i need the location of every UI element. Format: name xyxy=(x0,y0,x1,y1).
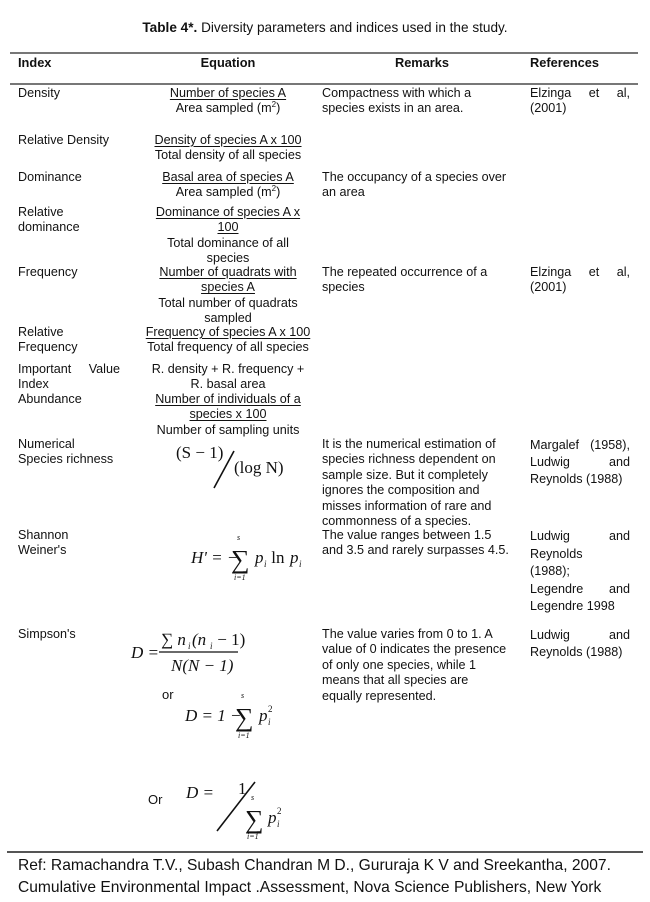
simpson-equations xyxy=(128,620,328,845)
equation-denominator: (log N) xyxy=(234,458,284,477)
subscript-i: i xyxy=(299,559,302,569)
remarks-line: and 3.5 and rarely surpasses 4.5. xyxy=(322,543,509,558)
reference-line: Ludwig and xyxy=(530,455,630,469)
footer-line: Cumulative Environmental Impact .Assessment, Nova Science Publishers, New York xyxy=(18,879,602,896)
references-cell xyxy=(530,627,630,661)
table-caption xyxy=(0,20,650,35)
equation-cell xyxy=(134,170,322,201)
reference-line: Reynolds xyxy=(530,546,583,561)
equation-lhs: D = xyxy=(131,643,159,662)
remarks-line: means that all species are xyxy=(322,673,469,688)
reference-line: Ludwig and xyxy=(530,529,630,543)
equation-numerator: species A xyxy=(201,280,255,295)
equation-cell xyxy=(134,265,322,327)
footer-rule xyxy=(7,851,643,853)
equation-denominator: species xyxy=(206,251,250,266)
equation-denominator: Total density of all species xyxy=(154,148,302,163)
index-cell: Relative Density xyxy=(18,133,109,147)
equation-2: D = 1 − xyxy=(185,706,242,725)
sigma-icon: ∑ xyxy=(235,703,254,732)
index-cell xyxy=(18,437,136,468)
reference-line: Elzinga et al, xyxy=(530,86,630,100)
remarks-line: misses information of rare and xyxy=(322,498,492,513)
denominator-text: Area sampled (m xyxy=(175,185,272,200)
subscript-i: i xyxy=(210,641,213,651)
equation-cell xyxy=(134,362,322,393)
remarks-line: sample size. But it completely xyxy=(322,467,488,482)
superscript-2: 2 xyxy=(277,806,282,816)
index-line: Index xyxy=(18,377,49,392)
equation-numerator: Basal area of species A xyxy=(162,170,294,184)
index-line: Species richness xyxy=(18,452,114,467)
equation-denominator: Total number of quadrats xyxy=(158,295,298,310)
remarks-line: equally represented. xyxy=(322,688,437,703)
or-label: Or xyxy=(148,792,163,807)
equation-line: R. basal area xyxy=(190,377,266,392)
superscript: 2 xyxy=(271,184,277,194)
equation-numerator: Dominance of species A x xyxy=(155,205,301,219)
margalef-equation xyxy=(160,436,320,496)
equation-denominator: Total dominance of all xyxy=(167,235,289,250)
equation-denominator: sampled xyxy=(204,311,252,326)
index-line: Important Value xyxy=(18,362,120,376)
denominator-text: Area sampled (m xyxy=(175,101,272,116)
remarks-line: The value varies from 0 to 1. A xyxy=(322,627,493,641)
header-references: References xyxy=(530,55,600,70)
equation-numerator: ∑ n xyxy=(161,630,186,649)
equation-numerator: species x 100 xyxy=(189,407,267,422)
remarks-line: The occupancy of a species over xyxy=(322,170,507,184)
remarks-line: value of 0 indicates the presence xyxy=(322,642,507,657)
ln-operator: ln xyxy=(267,548,289,567)
equation-denominator xyxy=(134,101,322,116)
p-symbol: p xyxy=(290,548,299,567)
reference-line: Margalef (1958), xyxy=(530,438,630,452)
footer-line: Ref: Ramachandra T.V., Subash Chandran M D., Gururaja K V and Sreekantha, 2007. xyxy=(18,857,611,874)
sum-upper-limit: s xyxy=(237,533,241,542)
reference-line: Reynolds (1988) xyxy=(530,472,623,486)
header-remarks: Remarks xyxy=(394,55,450,70)
sum-lower-limit: i=1 xyxy=(238,731,250,740)
index-cell: Density xyxy=(18,86,60,100)
reference-line: Legendre and xyxy=(530,581,630,596)
equation-denominator: N(N − 1) xyxy=(171,656,234,675)
remarks-line: species exists in an area. xyxy=(322,101,464,116)
equation-denominator: Total frequency of all species xyxy=(147,340,309,355)
sigma-icon: ∑ xyxy=(245,805,264,834)
equation-cell xyxy=(134,392,322,438)
remarks-line: It is the numerical estimation of xyxy=(322,437,496,451)
equation-numerator: 1 xyxy=(238,779,247,798)
sum-lower-limit: i=1 xyxy=(234,573,246,582)
index-cell: Frequency xyxy=(18,265,78,279)
subscript-i: i xyxy=(264,559,267,569)
footer-reference xyxy=(18,855,611,899)
equation-denominator: Number of sampling units xyxy=(156,422,300,437)
remarks-line: ignores the composition and xyxy=(322,483,480,498)
index-cell xyxy=(18,362,120,393)
reference-line: Elzinga et al, xyxy=(530,265,630,279)
equation-numerator: (S − 1) xyxy=(176,443,224,462)
subscript-i: i xyxy=(188,641,191,651)
references-cell xyxy=(530,86,630,117)
reference-line: (2001) xyxy=(530,101,567,116)
header-index: Index xyxy=(18,55,52,70)
superscript-2: 2 xyxy=(268,704,273,714)
equation-numerator-part: (n xyxy=(192,630,207,649)
reference-line: Ludwig and xyxy=(530,628,630,642)
index-line: Shannon xyxy=(18,528,69,542)
equation-numerator: Number of species A xyxy=(169,86,287,100)
equation-lhs: H' = − xyxy=(191,548,239,567)
or-label: or xyxy=(162,687,174,702)
caption-text: Diversity parameters and indices used in the study. xyxy=(197,20,508,35)
p-symbol: p xyxy=(255,548,264,567)
equation-cell xyxy=(134,86,322,117)
caption-label: Table 4*. xyxy=(142,20,198,35)
remarks-cell xyxy=(322,86,522,117)
shannon-equation xyxy=(185,528,320,600)
p-symbol: p xyxy=(268,808,277,827)
index-line: Weiner's xyxy=(18,543,67,558)
references-cell xyxy=(530,437,630,488)
remarks-line: of only one species, while 1 xyxy=(322,657,477,672)
remarks-cell xyxy=(322,627,522,704)
index-cell xyxy=(18,325,136,356)
table-top-rule xyxy=(10,52,638,54)
header-equation: Equation xyxy=(200,55,256,70)
index-cell xyxy=(18,205,136,236)
remarks-line: The value ranges between 1.5 xyxy=(322,528,492,542)
equation-numerator: 100 xyxy=(217,220,239,235)
sum-upper-limit: s xyxy=(251,793,255,802)
equation-numerator: Number of quadrats with xyxy=(159,265,297,279)
remarks-line: species richness dependent on xyxy=(322,452,496,467)
sum-upper-limit: s xyxy=(241,691,245,700)
superscript: 2 xyxy=(271,100,277,110)
sum-lower-limit: i=1 xyxy=(247,832,259,841)
index-line: Relative xyxy=(18,325,64,339)
remarks-line: commonness of a species. xyxy=(322,514,472,529)
index-line: dominance xyxy=(18,220,80,235)
equation-cell xyxy=(134,205,322,267)
equation-cell xyxy=(134,133,322,164)
remarks-cell xyxy=(322,265,522,296)
reference-line: Legendre 1998 xyxy=(530,599,615,613)
sigma-icon: ∑ xyxy=(231,545,250,574)
equation-numerator: Density of species A x 100 xyxy=(154,133,302,147)
index-line: Frequency xyxy=(18,340,78,355)
denominator-end: ) xyxy=(276,185,281,200)
remarks-cell xyxy=(322,170,522,201)
reference-line: (2001) xyxy=(530,280,567,295)
header-bottom-rule xyxy=(10,83,638,85)
references-cell xyxy=(530,528,630,616)
remarks-cell xyxy=(322,437,522,529)
remarks-line: an area xyxy=(322,185,365,200)
equation-numerator: Frequency of species A x 100 xyxy=(145,325,311,339)
subscript-i: i xyxy=(268,717,271,727)
remarks-line: species xyxy=(322,280,365,295)
index-cell: Dominance xyxy=(18,170,82,184)
p-symbol: p xyxy=(259,706,268,725)
index-line: Relative xyxy=(18,205,64,219)
remarks-line: The repeated occurrence of a xyxy=(322,265,488,279)
remarks-cell xyxy=(322,528,522,559)
equation-numerator-end: − 1) xyxy=(213,630,246,649)
references-cell xyxy=(530,265,630,296)
reference-line: Reynolds (1988) xyxy=(530,645,623,659)
equation-numerator: Number of individuals of a xyxy=(155,392,301,406)
equation-cell xyxy=(134,325,322,356)
index-cell: Simpson's xyxy=(18,627,76,641)
subscript-i: i xyxy=(277,819,280,829)
index-cell xyxy=(18,528,136,559)
index-cell: Abundance xyxy=(18,392,82,406)
remarks-line: Compactness with which a xyxy=(322,86,472,100)
denominator-end: ) xyxy=(276,101,281,116)
equation-line: R. density + R. frequency + xyxy=(151,362,305,376)
equation-denominator xyxy=(134,185,322,200)
index-line: Numerical xyxy=(18,437,75,451)
equation-lhs: D = xyxy=(186,783,214,802)
reference-line: (1988); xyxy=(530,564,570,578)
